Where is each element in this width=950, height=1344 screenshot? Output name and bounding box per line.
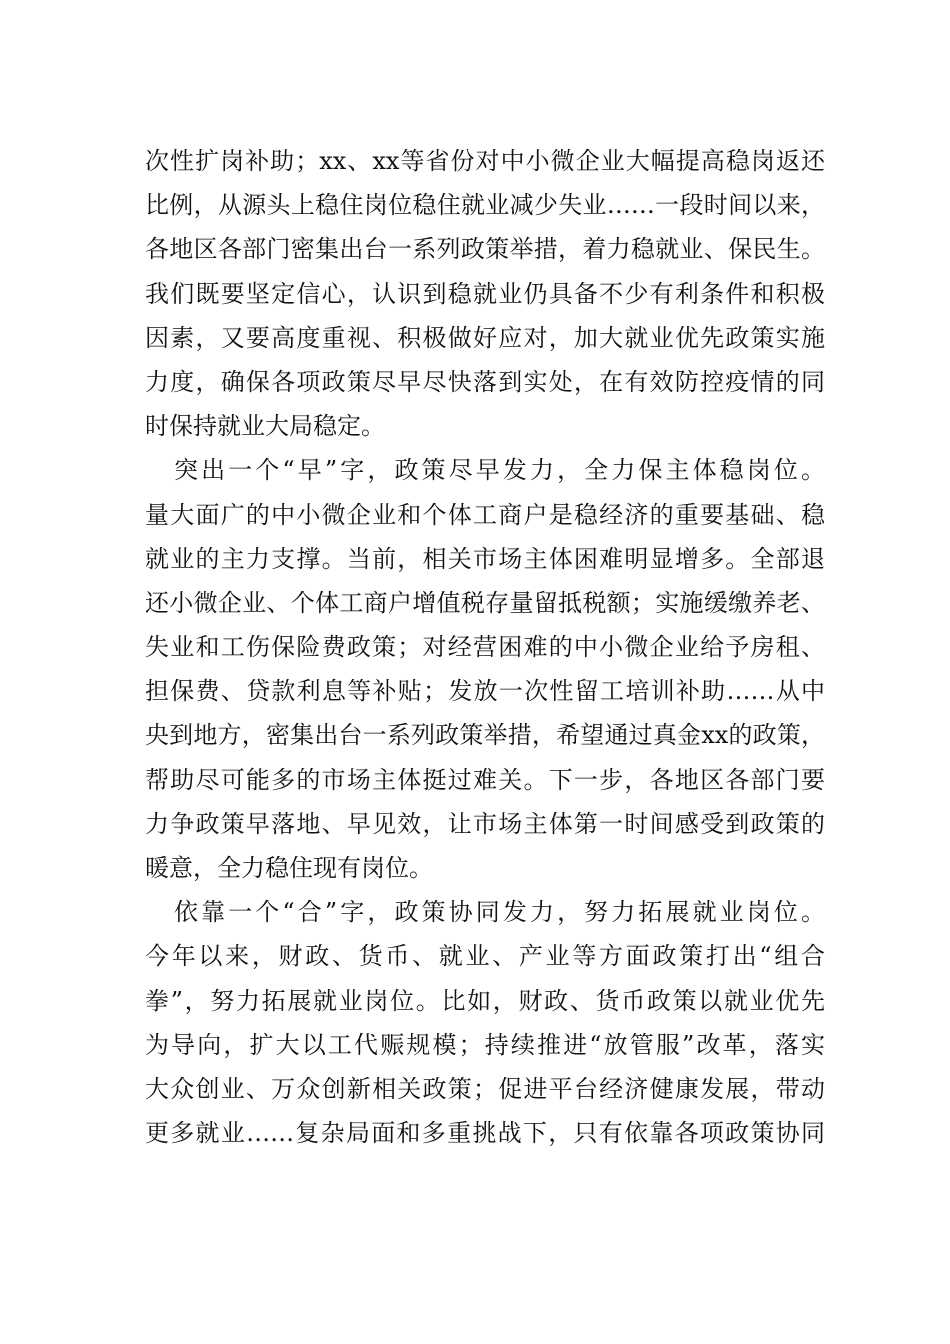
text-line: 担保费、贷款利息等补贴；发放一次性留工培训补助……从中 (145, 677, 825, 706)
text-line: 帮助尽可能多的市场主体挺过难关。下一步，各地区各部门要 (145, 765, 825, 794)
text-line: 量大面广的中小微企业和个体工商户是稳经济的重要基础、稳 (145, 500, 825, 529)
text-line: 我们既要坚定信心，认识到稳就业仍具备不少有利条件和积极 (145, 279, 825, 308)
paragraph-heading-line: 突出一个“早”字，政策尽早发力，全力保主体稳岗位。 (174, 456, 825, 485)
text-line: 力度，确保各项政策尽早尽快落到实处，在有效防控疫情的同 (145, 367, 825, 396)
text-line: 央到地方，密集出台一系列政策举措，希望通过真金xx的政策， (145, 721, 825, 750)
text-line: 更多就业……复杂局面和多重挑战下，只有依靠各项政策协同 (145, 1119, 825, 1148)
text-line: 比例，从源头上稳住岗位稳住就业减少失业……一段时间以来， (145, 191, 825, 220)
text-line: 大众创业、万众创新相关政策；促进平台经济健康发展，带动 (145, 1074, 825, 1103)
text-line: 次性扩岗补助；xx、xx等省份对中小微企业大幅提高稳岗返还 (145, 147, 825, 175)
text-line: 就业的主力支撑。当前，相关市场主体困难明显增多。全部退 (145, 544, 825, 573)
paragraph-heading-line: 依靠一个“合”字，政策协同发力，努力拓展就业岗位。 (174, 898, 825, 927)
paragraph-3 (145, 890, 825, 1155)
document-body (145, 139, 825, 1155)
text-line: 拳”，努力拓展就业岗位。比如，财政、货币政策以就业优先 (145, 986, 825, 1015)
text-line: 今年以来，财政、货币、就业、产业等方面政策打出“组合 (145, 942, 825, 971)
text-line: 时保持就业大局稳定。 (145, 412, 385, 441)
paragraph-1 (145, 139, 825, 448)
text-line: 力争政策早落地、早见效，让市场主体第一时间感受到政策的 (145, 809, 825, 838)
text-line: 暖意，全力稳住现有岗位。 (145, 854, 433, 882)
paragraph-2 (145, 448, 825, 890)
text-line: 还小微企业、个体工商户增值税存量留抵税额；实施缓缴养老、 (145, 588, 825, 617)
text-line: 因素，又要高度重视、积极做好应对，加大就业优先政策实施 (145, 323, 825, 352)
text-line: 为导向，扩大以工代赈规模；持续推进“放管服”改革，落实 (145, 1030, 825, 1059)
text-line: 失业和工伤保险费政策；对经营困难的中小微企业给予房租、 (145, 633, 825, 662)
text-line: 各地区各部门密集出台一系列政策举措，着力稳就业、保民生。 (145, 235, 825, 264)
